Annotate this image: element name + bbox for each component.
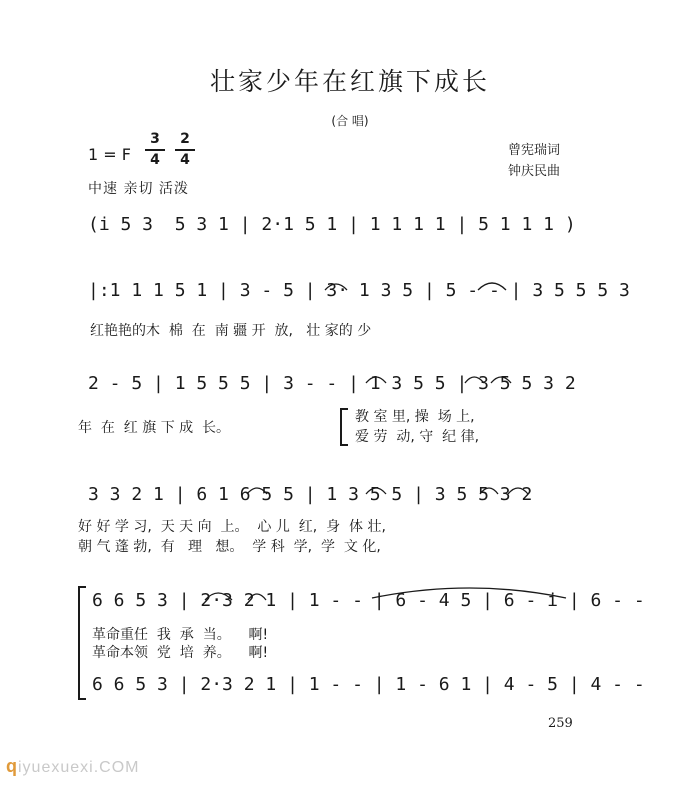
- site-watermark: [6, 756, 139, 777]
- composer-credit: 钟庆民曲: [508, 164, 561, 179]
- notation-line: |:1 1 1 5 1 | 3 - 5 | 3· 1 3 5 | 5 - - | 3 5 5 5 3: [88, 280, 630, 301]
- lyric-line-verse-1: 好 好 学 习, 天 天 向 上。 心 儿 红, 身 体 壮,: [78, 519, 386, 535]
- lyric-line-verse-2: 爱 劳 动, 守 纪 律,: [355, 429, 480, 445]
- notation-line: (i 5 3 5 3 1 | 2·1 5 1 | 1 1 1 1 | 5 1 1 1 ): [88, 214, 576, 235]
- lyric-line-verse-1: 教 室 里, 操 场 上,: [355, 409, 475, 425]
- page-title: 壮家少年在红旗下成长: [209, 67, 490, 96]
- notation-line: 3 3 2 1 | 6 1 6 5 5 | 1 3 5 5 | 3 5 5 3 2: [88, 484, 533, 505]
- tempo-marking: 中速 亲切 活泼: [88, 181, 189, 197]
- notation-line-upper: 6 6 5 3 | 2·3 2 1 | 1 - - | 6 - 4 5 | 6 - i | 6 - -: [92, 590, 645, 611]
- lyric-line-verse-2: 朝 气 蓬 勃, 有 理 想。 学 科 学, 学 文 化,: [78, 539, 381, 555]
- verse-bracket: [340, 408, 348, 446]
- key-signature: 1 = F: [88, 145, 131, 164]
- time-signature-2: 2 4: [175, 131, 195, 169]
- lyric-line: 年 在 红 旗 下 成 长。: [78, 420, 231, 436]
- lyricist-credit: 曾宪瑞词: [508, 143, 561, 158]
- time-signature-1: 3 4: [145, 131, 165, 169]
- lyric-line-verse-2: 革命本领 党 培 养。 啊!: [92, 645, 269, 661]
- page-number: 259: [548, 716, 573, 731]
- watermark-logo-letter: q: [6, 756, 18, 776]
- lyric-line-verse-1: 革命重任 我 承 当。 啊!: [92, 627, 269, 643]
- watermark-text: iyuexuexi.COM: [18, 759, 140, 776]
- notation-line: 2 - 5 | 1 5 5 5 | 3 - - | 1 3 5 5 | 3 5 5 3 2: [88, 373, 576, 394]
- notation-line-lower: 6 6 5 3 | 2·3 2 1 | 1 - - | 1 - 6 1 | 4 - 5 | 4 - -: [92, 674, 645, 695]
- part-bracket: [78, 586, 86, 700]
- lyric-line: 红艳艳的木 棉 在 南 疆 开 放, 壮 家的 少: [90, 323, 372, 339]
- subtitle: (合 唱): [331, 114, 369, 128]
